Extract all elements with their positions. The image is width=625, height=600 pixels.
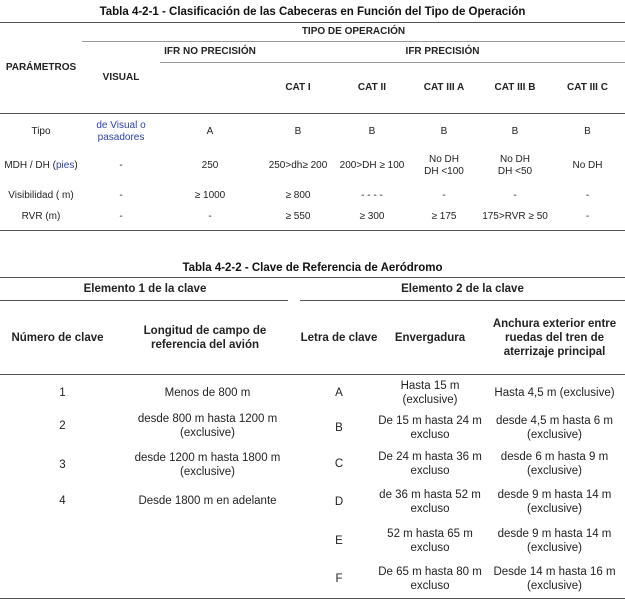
table1-cell-cat: No DH [572, 159, 603, 171]
table1-param-label: Visibilidad ( m) [8, 190, 74, 201]
table1-cell-cat: No DH DH <100 [424, 153, 464, 177]
table1-header-cat: CAT III C [567, 82, 608, 93]
table1-cell-visual: - [119, 190, 123, 201]
table1-param-close: ) [74, 159, 78, 171]
table1-cell-visual: - [119, 211, 123, 222]
table1-cell-cat: - [513, 190, 517, 201]
table1-cell-cat: ≥ 175 [431, 211, 457, 222]
table1-header-cat: CAT III A [423, 82, 465, 93]
table2-anchura-cell: desde 4,5 m hasta 6 m (exclusive) [496, 415, 613, 441]
table1-title: Tabla 4-2-1 - Clasificación de las Cabeceras en Función del Tipo de Operación [99, 6, 526, 18]
table1-cell-nonprec: ≥ 1000 [194, 190, 226, 201]
table2-longitud-cell: desde 1200 m hasta 1800 m (exclusive) [134, 452, 281, 478]
table1-param-unit: pies [55, 159, 75, 171]
table1-cell-cat: B [294, 126, 302, 137]
table2-envergadura-cell: de 36 m hasta 52 m excluso [379, 489, 481, 515]
table2-letra-cell: F [335, 573, 343, 585]
table1-param-mdh: MDH / DH ( [4, 159, 56, 171]
table2-elemento1-rule [0, 300, 288, 301]
table2-header-anchura: Anchura exterior entre ruedas del tren de aterrizaje principal [492, 318, 617, 358]
table1-cell-visual: de Visual o pasadores [96, 120, 146, 143]
table2-letra-cell: E [335, 535, 343, 547]
table2-anchura-cell: Desde 14 m hasta 16 m (exclusive) [493, 566, 616, 592]
table2-numero-cell: 1 [59, 387, 66, 399]
table2-longitud-cell: Menos de 800 m [164, 387, 251, 399]
table1-cell-cat: 200>DH ≥ 100 [339, 159, 405, 171]
table2-header-envergadura: Envergadura [394, 332, 466, 344]
table2-envergadura-cell: De 65 m hasta 80 m excluso [378, 566, 482, 592]
table1-header-tipo-operacion: TIPO DE OPERACIÓN [301, 26, 406, 37]
table1-header-ifr-precision: IFR PRECISIÓN [405, 46, 480, 57]
table2-longitud-cell: desde 800 m hasta 1200 m (exclusive) [137, 413, 278, 439]
table2-header-longitud: Longitud de campo de referencia del avión [143, 325, 267, 351]
table1-cell-cat: ≥ 550 [285, 211, 311, 222]
table2-envergadura-cell: De 15 m hasta 24 m excluso [378, 415, 482, 441]
table1-header-cat: CAT I [285, 82, 311, 93]
table1-cell-nonprec: - [208, 211, 212, 222]
table2-elemento1-header: Elemento 1 de la clave [83, 283, 207, 295]
table2-anchura-cell: Hasta 4,5 m (exclusive) [494, 387, 615, 399]
table1-cell-nonprec: A [206, 126, 214, 137]
table2-anchura-cell: desde 6 m hasta 9 m (exclusive) [500, 451, 609, 477]
table1-cell-cat: B [584, 126, 591, 137]
table1-bottom-rule [0, 230, 625, 231]
table2-letra-cell: A [335, 387, 343, 399]
table1-cell-cat: 250>dh≥ 200 [268, 159, 328, 171]
table2-letra-cell: D [334, 496, 344, 508]
table2-envergadura-cell: 52 m hasta 65 m excluso [387, 528, 473, 554]
table2-numero-cell: 3 [59, 459, 66, 471]
table2-numero-cell: 4 [59, 495, 66, 507]
table2-envergadura-cell: Hasta 15 m (exclusive) [400, 380, 460, 406]
table1-param-label: RVR (m) [21, 211, 61, 222]
table1-param-label: Tipo [31, 126, 51, 137]
table1-cell-cat: - [442, 190, 446, 201]
table1-cell-cat: 175>RVR ≥ 50 [482, 211, 548, 222]
table2-letra-cell: C [334, 458, 344, 470]
table1-header-parametros: PARÁMETROS [5, 62, 77, 73]
table1-cell-cat: ≥ 800 [285, 190, 311, 201]
table2-header-bottom-rule [0, 374, 625, 375]
table1-cell-cat: - [585, 211, 590, 222]
table2-envergadura-cell: De 24 m hasta 36 m excluso [378, 451, 482, 477]
table2-title: Tabla 4-2-2 - Clave de Referencia de Aeródromo [182, 262, 443, 274]
table1-header-visual: VISUAL [102, 71, 140, 83]
table1-cell-cat: ≥ 300 [359, 211, 385, 222]
table1-cell-cat: - [585, 190, 590, 201]
table1-header-ifr-no-precision: IFR NO PRECISIÓN [164, 46, 256, 57]
table2-elemento2-header: Elemento 2 de la clave [401, 283, 524, 295]
table1-param-label [0, 148, 82, 183]
table2-longitud-cell: Desde 1800 m en adelante [138, 495, 277, 507]
table2-numero-cell: 2 [59, 420, 66, 432]
table2-anchura-cell: desde 9 m hasta 14 m (exclusive) [497, 528, 612, 554]
table1-cell-cat: - - - - [361, 190, 383, 201]
table2-header-letra: Letra de clave [300, 332, 378, 344]
table1-cell-visual: - [119, 159, 123, 171]
table1-cell-cat: B [368, 126, 376, 137]
table1-header-cat: CAT III B [494, 82, 536, 93]
table1-cell-nonprec: 250 [201, 159, 219, 171]
table2-anchura-cell: desde 9 m hasta 14 m (exclusive) [497, 489, 612, 515]
table1-header-bottom-rule [0, 113, 625, 114]
table1-cell-cat: No DH DH <50 [497, 153, 533, 177]
table1-cell-cat: B [511, 126, 519, 137]
table2-header-numero: Número de clave [11, 332, 104, 344]
table2-bottom-rule [0, 598, 625, 599]
table2-letra-cell: B [335, 422, 343, 434]
table1-cell-cat: B [440, 126, 448, 137]
table1-header-cat: CAT II [357, 82, 387, 93]
table2-elemento2-rule [300, 300, 625, 301]
